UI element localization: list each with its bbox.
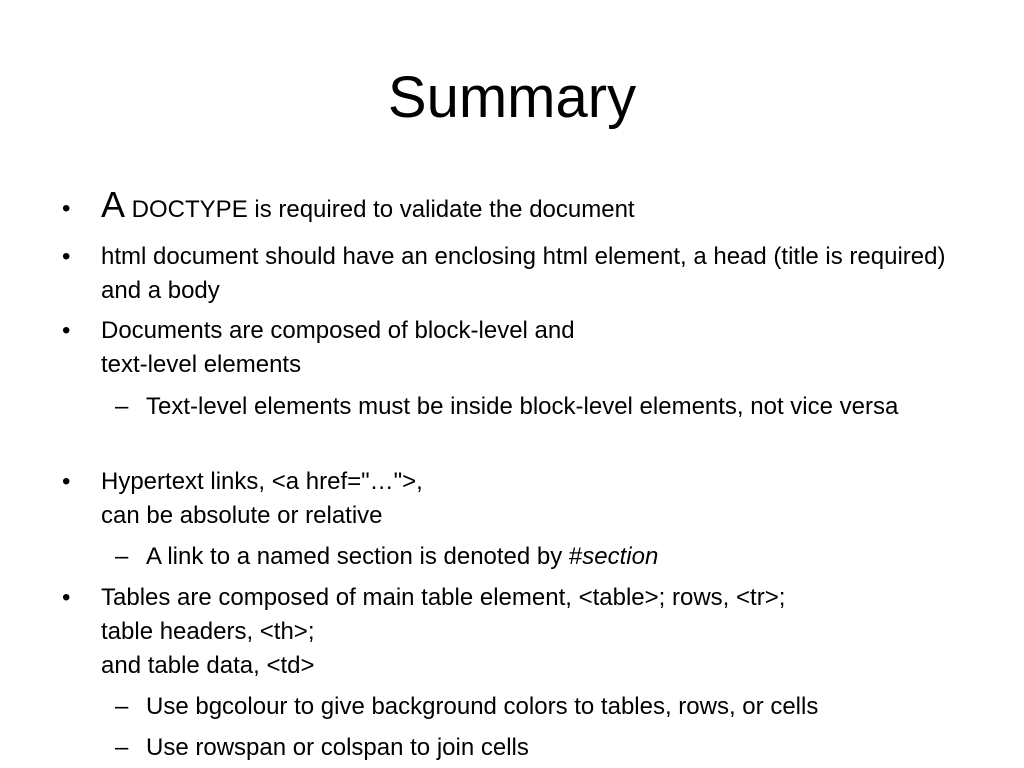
list-item-line: and table data, <td> [101, 652, 315, 679]
list-item-text: A link to a named section is denoted by # [146, 543, 583, 570]
dash-icon: – [115, 734, 129, 761]
dash-icon: – [115, 393, 129, 420]
bullet-icon: • [62, 317, 71, 344]
list-item-doctype [101, 184, 981, 227]
list-item-line: can be absolute or relative [101, 502, 383, 529]
list-item-emphasis: section [582, 543, 659, 570]
list-item-line: Documents are composed of block-level and [101, 317, 575, 344]
bullet-icon: • [62, 584, 71, 611]
list-item-tables [101, 581, 981, 683]
dash-icon: – [115, 543, 129, 570]
list-subitem-text-level: Text-level elements must be inside block-level elements, not vice versa [146, 393, 899, 420]
list-subitem-bgcolour: Use bgcolour to give background colors to tables, rows, or cells [146, 693, 819, 720]
list-item-line: Hypertext links, <a href="…">, [101, 468, 423, 495]
bullet-icon: • [62, 195, 71, 222]
list-item-documents [101, 314, 981, 382]
bullet-icon: • [62, 243, 71, 270]
list-item-html-document: html document should have an enclosing html element, a head (title is required) and a body [101, 243, 946, 304]
list-subitem-rowspan: Use rowspan or colspan to join cells [146, 734, 529, 761]
list-item-line: table headers, <th>; [101, 618, 315, 645]
list-item-line: Tables are composed of main table element, <table>; rows, <tr>; [101, 584, 786, 611]
list-item-hypertext-links [101, 465, 981, 533]
list-subitem-named-section [146, 540, 986, 574]
slide-title: Summary [387, 65, 637, 130]
list-item-line: text-level elements [101, 351, 302, 378]
list-item-lead: A [101, 184, 126, 225]
dash-icon: – [115, 693, 129, 720]
bullet-icon: • [62, 468, 71, 495]
list-item-text: DOCTYPE is required to validate the document [125, 196, 635, 223]
